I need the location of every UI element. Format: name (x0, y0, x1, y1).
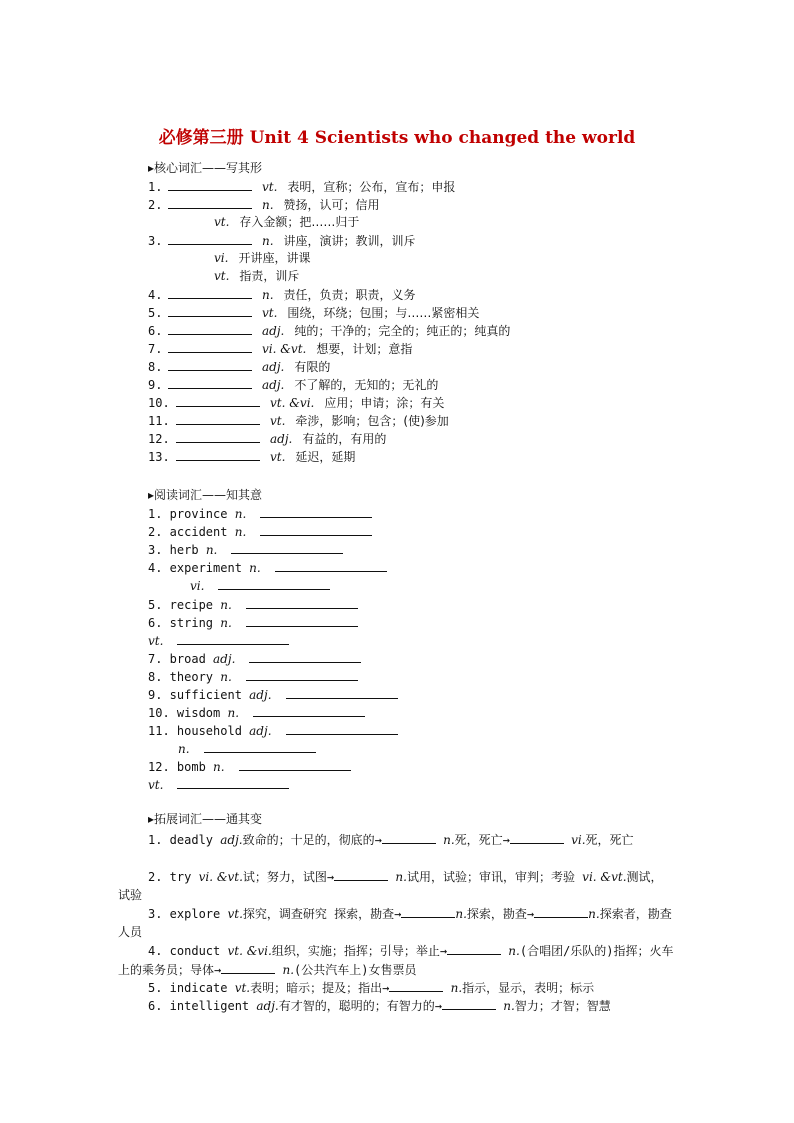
item-number: 11. (148, 414, 170, 428)
answer-blank[interactable] (176, 429, 260, 443)
reading-vocab-item (148, 504, 372, 522)
core-vocab-item (148, 231, 416, 249)
answer-blank[interactable] (447, 941, 501, 955)
item-number: 2. (148, 198, 163, 212)
core-vocab-item (148, 285, 416, 303)
part-of-speech: vt. (214, 215, 230, 229)
vocab-word: 11. household (148, 724, 242, 738)
core-vocab-item (148, 177, 455, 195)
item-number: 13. (148, 450, 170, 464)
word-meaning: 延迟，延期 (295, 450, 356, 464)
item-number: 3. (148, 234, 163, 248)
item-number: 6. (148, 324, 163, 338)
item-number: 4. (148, 288, 163, 302)
part-of-speech: vt. (262, 180, 278, 194)
vocab-word: 8. theory (148, 670, 214, 684)
vocab-word: 4. experiment (148, 561, 242, 575)
word-meaning: 表明，宣称；公布，宣布；申报 (287, 180, 456, 194)
answer-blank[interactable] (246, 667, 358, 681)
part-of-speech: n. (262, 234, 274, 248)
part-of-speech: n. (213, 760, 225, 774)
word-meaning: 不了解的，无知的；无礼的 (294, 378, 439, 392)
vocab-word: 12. bomb (148, 760, 206, 774)
part-of-speech: vt. (148, 634, 164, 648)
core-vocab-item (148, 357, 330, 375)
section-heading-extended-vocab: ▸拓展词汇——通其变 (148, 812, 263, 826)
item-number: 9. (148, 378, 163, 392)
extended-item-2: 2. try vi. &vt.试；努力，试图→ n.试用，试验；审讯，审判；考验 vi. &vt.测试，试验 (118, 867, 674, 904)
reading-vocab-item (148, 522, 372, 540)
answer-blank[interactable] (382, 830, 436, 844)
item-number: 5. (148, 306, 163, 320)
word-meaning: 有限的 (294, 360, 331, 374)
answer-blank[interactable] (204, 739, 316, 753)
extended-item-6: 6. intelligent adj.有才智的，聪明的；有智力的→ n.智力；才智；智慧 (118, 996, 674, 1015)
reading-vocab-item (148, 703, 365, 721)
page-title: 必修第三册 Unit 4 Scientists who changed the world (158, 128, 636, 148)
answer-blank[interactable] (286, 721, 398, 735)
word-meaning: 想要，计划；意指 (316, 342, 413, 356)
section-heading-core-vocab: ▸核心词汇——写其形 (148, 161, 263, 175)
core-vocab-item (148, 429, 386, 447)
item-number: 10. (148, 396, 170, 410)
answer-blank[interactable] (534, 904, 588, 918)
answer-blank[interactable] (177, 775, 289, 789)
answer-blank[interactable] (510, 830, 564, 844)
part-of-speech: n. (262, 288, 274, 302)
core-vocab-item (148, 249, 310, 267)
word-meaning: 围绕，环绕；包围；与……紧密相关 (287, 306, 480, 320)
reading-vocab-item (148, 540, 343, 558)
answer-blank[interactable] (168, 357, 252, 371)
vocab-word: 1. province (148, 507, 228, 521)
answer-blank[interactable] (218, 576, 330, 590)
part-of-speech: n. (227, 706, 240, 720)
reading-vocab-item (148, 667, 358, 685)
answer-blank[interactable] (168, 285, 252, 299)
part-of-speech: adj. (249, 724, 272, 738)
core-vocab-item (148, 375, 438, 393)
answer-blank[interactable] (176, 447, 260, 461)
answer-blank[interactable] (168, 177, 252, 191)
part-of-speech: adj. (262, 378, 285, 392)
part-of-speech: n. (234, 525, 247, 539)
vocab-word: 7. broad (148, 652, 206, 666)
answer-blank[interactable] (260, 522, 372, 536)
answer-blank[interactable] (389, 978, 443, 992)
vocab-word: 9. sufficient (148, 688, 242, 702)
part-of-speech: n. (262, 198, 274, 212)
item-number: 8. (148, 360, 163, 374)
answer-blank[interactable] (168, 303, 252, 317)
vocab-word: 3. herb (148, 543, 199, 557)
vocab-word: 6. string (148, 616, 214, 630)
answer-blank[interactable] (246, 613, 358, 627)
reading-vocab-item (148, 595, 358, 613)
answer-blank[interactable] (176, 411, 260, 425)
answer-blank[interactable] (260, 504, 372, 518)
answer-blank[interactable] (401, 904, 455, 918)
reading-vocab-item (190, 576, 330, 594)
part-of-speech: vt. (262, 306, 278, 320)
part-of-speech: vt. (148, 778, 164, 792)
answer-blank[interactable] (168, 195, 252, 209)
part-of-speech: vi. (214, 251, 229, 265)
word-meaning: 开讲座，讲课 (238, 251, 311, 265)
vocab-word: 2. accident (148, 525, 228, 539)
core-vocab-item (148, 339, 412, 357)
core-vocab-item (148, 321, 510, 339)
answer-blank[interactable] (231, 540, 343, 554)
part-of-speech: n. (220, 598, 232, 612)
part-of-speech: vi. &vt. (262, 342, 307, 356)
reading-vocab-item (148, 685, 398, 703)
part-of-speech: vt. (270, 450, 286, 464)
answer-blank[interactable] (168, 321, 252, 335)
part-of-speech: n. (234, 507, 247, 521)
answer-blank[interactable] (442, 996, 496, 1010)
word-meaning: 存入金额；把……归于 (239, 215, 360, 229)
answer-blank[interactable] (168, 375, 252, 389)
part-of-speech: n. (249, 561, 261, 575)
reading-vocab-item (148, 775, 289, 793)
extended-item-1: 1. deadly adj.致命的；十足的，彻底的→ n.死，死亡→ vi.死，死亡 (118, 830, 674, 849)
part-of-speech: n. (178, 742, 190, 756)
item-number: 7. (148, 342, 163, 356)
answer-blank[interactable] (239, 757, 351, 771)
core-vocab-item (148, 195, 380, 213)
answer-blank[interactable] (275, 558, 387, 572)
core-vocab-item (148, 267, 299, 285)
word-meaning: 指责，训斥 (239, 269, 300, 283)
answer-blank[interactable] (286, 685, 398, 699)
part-of-speech: adj. (270, 432, 293, 446)
word-meaning: 讲座，演讲；教训，训斥 (283, 234, 416, 248)
core-vocab-item (148, 447, 355, 465)
answer-blank[interactable] (249, 649, 361, 663)
part-of-speech: adj. (262, 324, 285, 338)
word-meaning: 纯的；干净的；完全的；纯正的；纯真的 (294, 324, 511, 338)
answer-blank[interactable] (176, 393, 260, 407)
vocab-word: 5. recipe (148, 598, 214, 612)
part-of-speech: n. (220, 670, 232, 684)
reading-vocab-item (148, 649, 361, 667)
word-meaning: 责任，负责；职责，义务 (283, 288, 416, 302)
answer-blank[interactable] (334, 867, 388, 881)
part-of-speech: adj. (262, 360, 285, 374)
reading-vocab-item (148, 613, 358, 631)
core-vocab-item (148, 393, 444, 411)
vocab-word: 10. wisdom (148, 706, 221, 720)
reading-vocab-item (148, 558, 387, 576)
word-meaning: 赞扬，认可；信用 (283, 198, 380, 212)
part-of-speech: vt. &vi. (270, 396, 315, 410)
extended-item-3: 3. explore vt.探究，调查研究 探索，勘查→ n.探索，勘查→ n.探索者，勘查人员 (118, 904, 674, 941)
extended-item-5: 5. indicate vt.表明；暗示；提及；指出→ n.指示，显示，表明；标示 (118, 978, 674, 997)
word-meaning: 牵涉，影响；包含；(使)参加 (295, 414, 449, 428)
part-of-speech: adj. (213, 652, 236, 666)
word-meaning: 有益的，有用的 (302, 432, 387, 446)
part-of-speech: n. (220, 616, 232, 630)
core-vocab-item (148, 411, 449, 429)
part-of-speech: vt. (270, 414, 286, 428)
core-vocab-item (148, 303, 479, 321)
answer-blank[interactable] (253, 703, 365, 717)
part-of-speech: vt. (214, 269, 230, 283)
answer-blank[interactable] (168, 339, 252, 353)
extended-item-4: 4. conduct vt. &vi.组织，实施；指挥；引导；举止→ n.(合唱团/乐队的)指挥；火车上的乘务员；导体→ n.(公共汽车上)女售票员 (118, 941, 674, 979)
item-number: 12. (148, 432, 170, 446)
part-of-speech: n. (205, 543, 218, 557)
reading-vocab-item (178, 739, 316, 757)
part-of-speech: vi. (190, 579, 205, 593)
reading-vocab-item (148, 631, 289, 649)
word-meaning: 应用；申请；涂；有关 (324, 396, 445, 410)
answer-blank[interactable] (177, 631, 289, 645)
part-of-speech: adj. (249, 688, 272, 702)
answer-blank[interactable] (221, 960, 275, 974)
answer-blank[interactable] (168, 231, 252, 245)
reading-vocab-item (148, 757, 351, 775)
answer-blank[interactable] (246, 595, 358, 609)
core-vocab-item (148, 213, 359, 231)
reading-vocab-item (148, 721, 398, 739)
section-heading-reading-vocab: ▸阅读词汇——知其意 (148, 488, 263, 502)
item-number: 1. (148, 180, 163, 194)
